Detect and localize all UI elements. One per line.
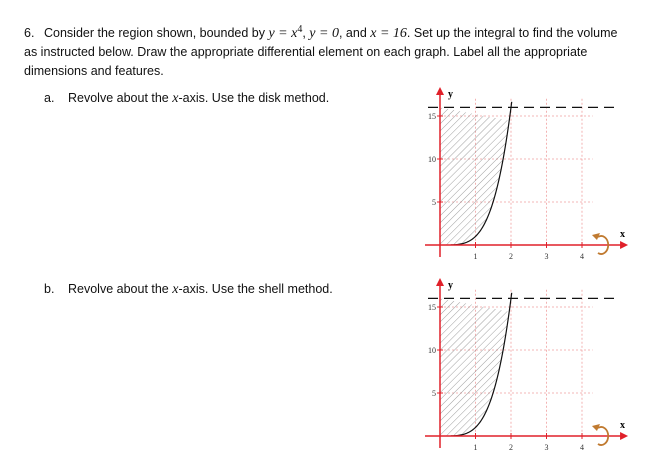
x-tick-label: 1 <box>473 443 478 452</box>
text: -axis. Use the disk method. <box>178 91 330 105</box>
y-axis-arrow <box>436 278 444 286</box>
graph-b <box>415 276 640 461</box>
x-axis-label: x <box>620 229 626 240</box>
text: , <box>302 26 310 41</box>
shaded-region <box>440 298 509 436</box>
equation: y = 0 <box>309 26 339 42</box>
problem-statement <box>24 20 624 81</box>
graph-a <box>415 85 640 270</box>
x-tick-label: 3 <box>544 252 549 261</box>
part-letter: a. <box>44 91 55 105</box>
x-axis-arrow <box>620 432 628 440</box>
y-axis-label: y <box>448 89 453 100</box>
x-tick-label: 4 <box>580 443 584 452</box>
y-tick-label: 15 <box>428 303 436 312</box>
equation: x = 16 <box>370 26 407 42</box>
y-axis-arrow <box>436 87 444 95</box>
part-a <box>44 91 329 107</box>
x-tick-label: 2 <box>509 443 513 452</box>
text: . Set up the integral to find the volume as instructed below. Draw the appropriate differential element on each graph. Label all the appropriate dimensions and features. <box>24 26 618 79</box>
part-b <box>44 282 333 298</box>
x-tick-label: 1 <box>473 252 478 261</box>
problem-number: 6. <box>24 26 35 41</box>
y-tick-label: 5 <box>432 389 436 398</box>
variable: x <box>172 91 179 106</box>
x-axis-arrow <box>620 241 628 249</box>
text: Revolve about the <box>68 282 173 296</box>
text: , and <box>338 26 371 41</box>
text: Revolve about the <box>68 91 173 105</box>
y-tick-label: 10 <box>428 346 436 355</box>
exponent: 4 <box>297 24 303 35</box>
text: Consider the region shown, bounded by <box>44 26 269 41</box>
x-tick-label: 4 <box>580 252 584 261</box>
x-axis-label: x <box>620 420 626 431</box>
shaded-region <box>440 107 509 245</box>
equation: y = x <box>268 26 298 42</box>
x-tick-label: 2 <box>509 252 513 261</box>
variable: x <box>172 282 179 297</box>
text: -axis. Use the shell method. <box>178 282 333 296</box>
y-axis-label: y <box>448 280 453 291</box>
x-tick-label: 3 <box>544 443 549 452</box>
part-letter: b. <box>44 282 55 296</box>
y-tick-label: 15 <box>428 112 436 121</box>
y-tick-label: 5 <box>432 198 436 207</box>
y-tick-label: 10 <box>428 155 436 164</box>
